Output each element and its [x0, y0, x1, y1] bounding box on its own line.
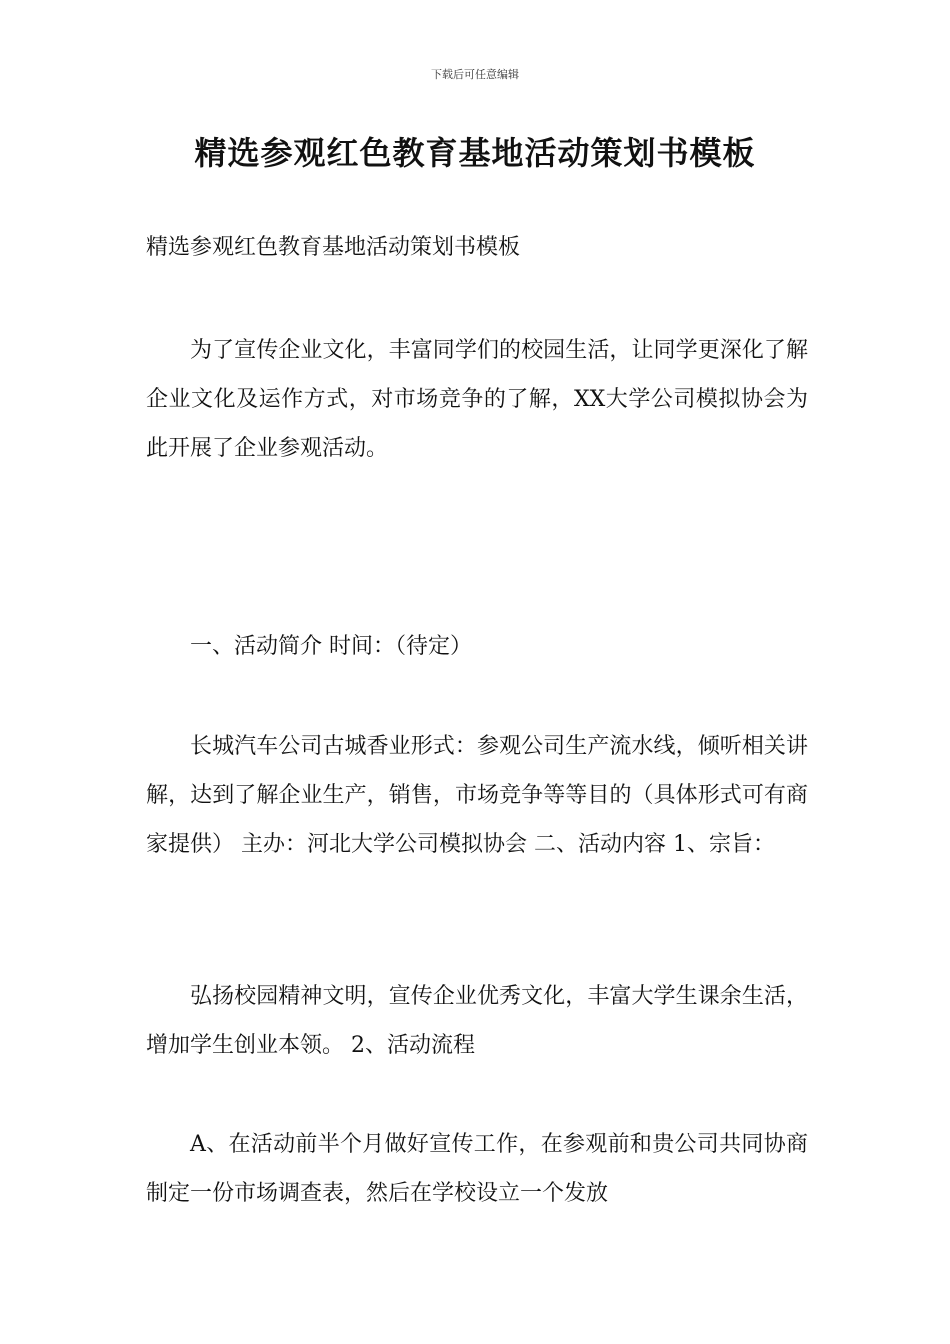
paragraph-intro: 为了宣传企业文化，丰富同学们的校园生活，让同学更深化了解企业文化及运作方式，对市场竞争的了解，XX大学公司模拟协会为此开展了企业参观活动。	[146, 338, 808, 461]
paragraph-process-a: A、在活动前半个月做好宣传工作，在参观前和贵公司共同协商制定一份市场调查表，然后在学校设立一个发放	[146, 1132, 808, 1206]
paragraph-activity-details: 长城汽车公司古城香业形式：参观公司生产流水线，倾听相关讲解，达到了解企业生产，销售，市场竞争等等目的（具体形式可有商家提供） 主办：河北大学公司模拟协会 二、活动内容 1、宗旨：	[146, 734, 808, 857]
header-note: 下载后可任意编辑	[431, 68, 519, 81]
paragraph-activity-overview: 一、活动简介 时间：（待定）	[190, 634, 472, 659]
document-title: 精选参观红色教育基地活动策划书模板	[194, 134, 756, 172]
document-subtitle: 精选参观红色教育基地活动策划书模板	[146, 235, 521, 260]
paragraph-purpose: 弘扬校园精神文明，宣传企业优秀文化，丰富大学生课余生活，增加学生创业本领。 2、活动流程	[146, 984, 808, 1058]
